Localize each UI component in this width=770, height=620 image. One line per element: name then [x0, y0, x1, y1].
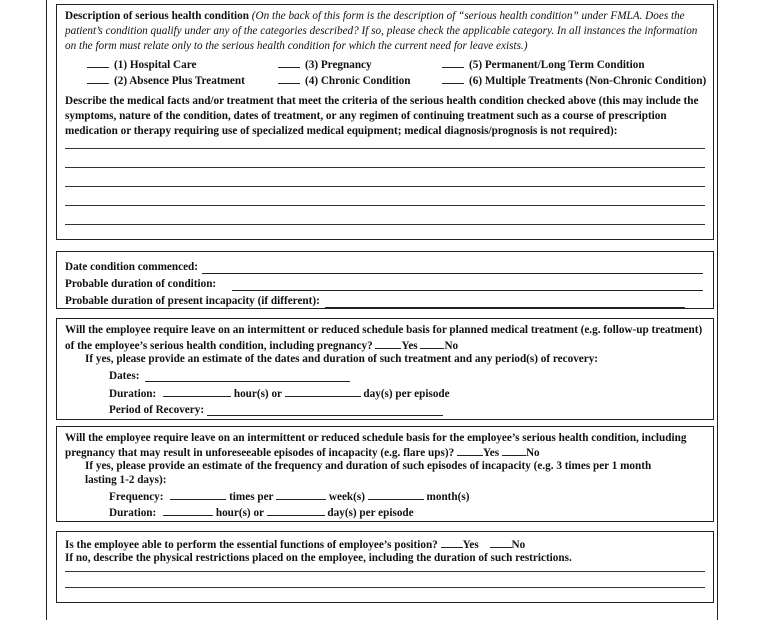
episodes-if-yes-line1: If yes, please provide an estimate of the frequency and duration of such episodes of incapacity (e.g. 3 times per 1 month: [85, 460, 652, 472]
episodes-days-per-episode-label: day(s) per episode: [327, 507, 414, 519]
episodes-hours-or-label: hour(s) or: [215, 507, 264, 519]
option-label: (2) Absence Plus Treatment: [114, 75, 245, 87]
checkbox-blank[interactable]: [278, 57, 300, 68]
episodes-yes-blank[interactable]: [457, 445, 483, 456]
planned-yes-blank[interactable]: [375, 338, 401, 349]
planned-duration-label: Duration:: [109, 388, 157, 400]
date-commenced-label: Date condition commenced:: [65, 261, 198, 273]
description-line-3[interactable]: [65, 186, 705, 187]
essential-if-no: If no, describe the physical restrictions placed on the employee, including the duration of such restrictions.: [65, 552, 572, 564]
recovery-field[interactable]: [207, 415, 443, 416]
planned-yes-label: Yes: [401, 340, 418, 352]
option-hospital-care[interactable]: [87, 57, 196, 73]
option-label: (6) Multiple Treatments (Non-Chronic Condition): [469, 75, 707, 87]
episodes-yes-label: Yes: [482, 447, 500, 459]
page-border-left: [46, 0, 47, 620]
option-label: (4) Chronic Condition: [305, 75, 411, 87]
restrictions-line-1[interactable]: [65, 571, 705, 572]
episodes-days-field[interactable]: [267, 505, 325, 516]
unforeseeable-episodes-section: [56, 426, 714, 522]
condition-duration-section: [56, 251, 714, 309]
episodes-duration-row: [109, 505, 414, 521]
option-pregnancy[interactable]: [278, 57, 372, 73]
option-permanent-long-term[interactable]: [442, 57, 645, 73]
episodes-no-label: No: [525, 447, 540, 459]
essential-yes-blank[interactable]: [441, 537, 463, 548]
episodes-if-yes-line2: lasting 1-2 days):: [85, 474, 167, 486]
planned-no-blank[interactable]: [420, 338, 444, 349]
option-multiple-treatments[interactable]: [442, 73, 706, 89]
probable-duration-label: Probable duration of condition:: [65, 278, 217, 290]
description-line-4[interactable]: [65, 205, 705, 206]
episodes-question-text: pregnancy that may result in unforeseeable episodes of incapacity (e.g. flare ups)?: [65, 447, 455, 459]
planned-hours-field[interactable]: [163, 386, 231, 397]
planned-treatment-section: [56, 318, 714, 420]
option-label: (3) Pregnancy: [305, 59, 372, 71]
incapacity-duration-field[interactable]: [325, 307, 685, 308]
planned-duration-row: [109, 386, 450, 402]
probable-duration-field[interactable]: [232, 290, 703, 291]
date-commenced-field[interactable]: [202, 273, 703, 274]
option-chronic-condition[interactable]: [278, 73, 410, 89]
episodes-no-blank[interactable]: [502, 445, 526, 456]
serious-health-condition-section: [56, 4, 714, 240]
dates-field[interactable]: [145, 381, 350, 382]
condition-note: (On the back of this form is the description of “serious health condition” under FMLA. Does the patient’s condition qualify under any of the categories described? If so, please check the applicable category. In all instances the information on the form must relate only to the serious health condition for which the current need for leave exists.): [65, 10, 698, 52]
essential-question-text: Is the employee able to perform the essential functions of employee’s position?: [65, 539, 438, 551]
describe-prompt: Describe the medical facts and/or treatment that meet the criteria of the serious health condition checked above (this may include the symptoms, nature of the condition, dates of treatment, or any regimen of continuing treatment such as a course of prescription medication or therapy requiring use of specialized medical equipment; medical diagnosis/prognosis is not required):: [65, 95, 699, 137]
frequency-times-field[interactable]: [170, 489, 226, 500]
option-label: (1) Hospital Care: [114, 59, 197, 71]
checkbox-blank[interactable]: [87, 57, 109, 68]
days-per-episode-label: day(s) per episode: [363, 388, 450, 400]
description-line-5[interactable]: [65, 224, 705, 225]
essential-yes-label: Yes: [462, 539, 479, 551]
essential-functions-section: [56, 531, 714, 603]
incapacity-duration-label: Probable duration of present incapacity (if different):: [65, 295, 320, 307]
checkbox-blank[interactable]: [278, 73, 300, 84]
frequency-label: Frequency:: [109, 491, 164, 503]
condition-title: Description of serious health condition: [65, 10, 249, 22]
condition-description-header: [65, 9, 707, 53]
frequency-months-field[interactable]: [368, 489, 424, 500]
planned-question-line1: Will the employee require leave on an intermittent or reduced schedule basis for planned medical treatment (e.g. follow-up treatment): [65, 324, 703, 336]
essential-no-blank[interactable]: [490, 537, 512, 548]
planned-question-text: of the employee’s serious health condition, including pregnancy?: [65, 340, 373, 352]
episodes-duration-label: Duration:: [109, 507, 157, 519]
weeks-label: week(s): [328, 491, 365, 503]
option-absence-plus-treatment[interactable]: [87, 73, 245, 89]
hours-or-label: hour(s) or: [233, 388, 282, 400]
episodes-question-line1: Will the employee require leave on an intermittent or reduced schedule basis for the employee’s serious health condition, including: [65, 432, 687, 444]
planned-if-yes: If yes, please provide an estimate of the dates and duration of such treatment and any period(s) of recovery:: [85, 353, 599, 365]
episodes-hours-field[interactable]: [163, 505, 213, 516]
dates-label: Dates:: [109, 370, 140, 382]
checkbox-blank[interactable]: [442, 73, 464, 84]
frequency-weeks-field[interactable]: [276, 489, 326, 500]
recovery-label: Period of Recovery:: [109, 404, 205, 416]
checkbox-blank[interactable]: [87, 73, 109, 84]
restrictions-line-2[interactable]: [65, 587, 705, 588]
essential-no-label: No: [511, 539, 526, 551]
checkbox-blank[interactable]: [442, 57, 464, 68]
planned-days-field[interactable]: [285, 386, 361, 397]
months-label: month(s): [426, 491, 470, 503]
description-line-1[interactable]: [65, 148, 705, 149]
page-border-right: [717, 0, 718, 620]
description-line-2[interactable]: [65, 167, 705, 168]
planned-no-label: No: [444, 340, 459, 352]
frequency-row: [109, 489, 469, 505]
option-label: (5) Permanent/Long Term Condition: [469, 59, 645, 71]
times-per-label: times per: [229, 491, 274, 503]
